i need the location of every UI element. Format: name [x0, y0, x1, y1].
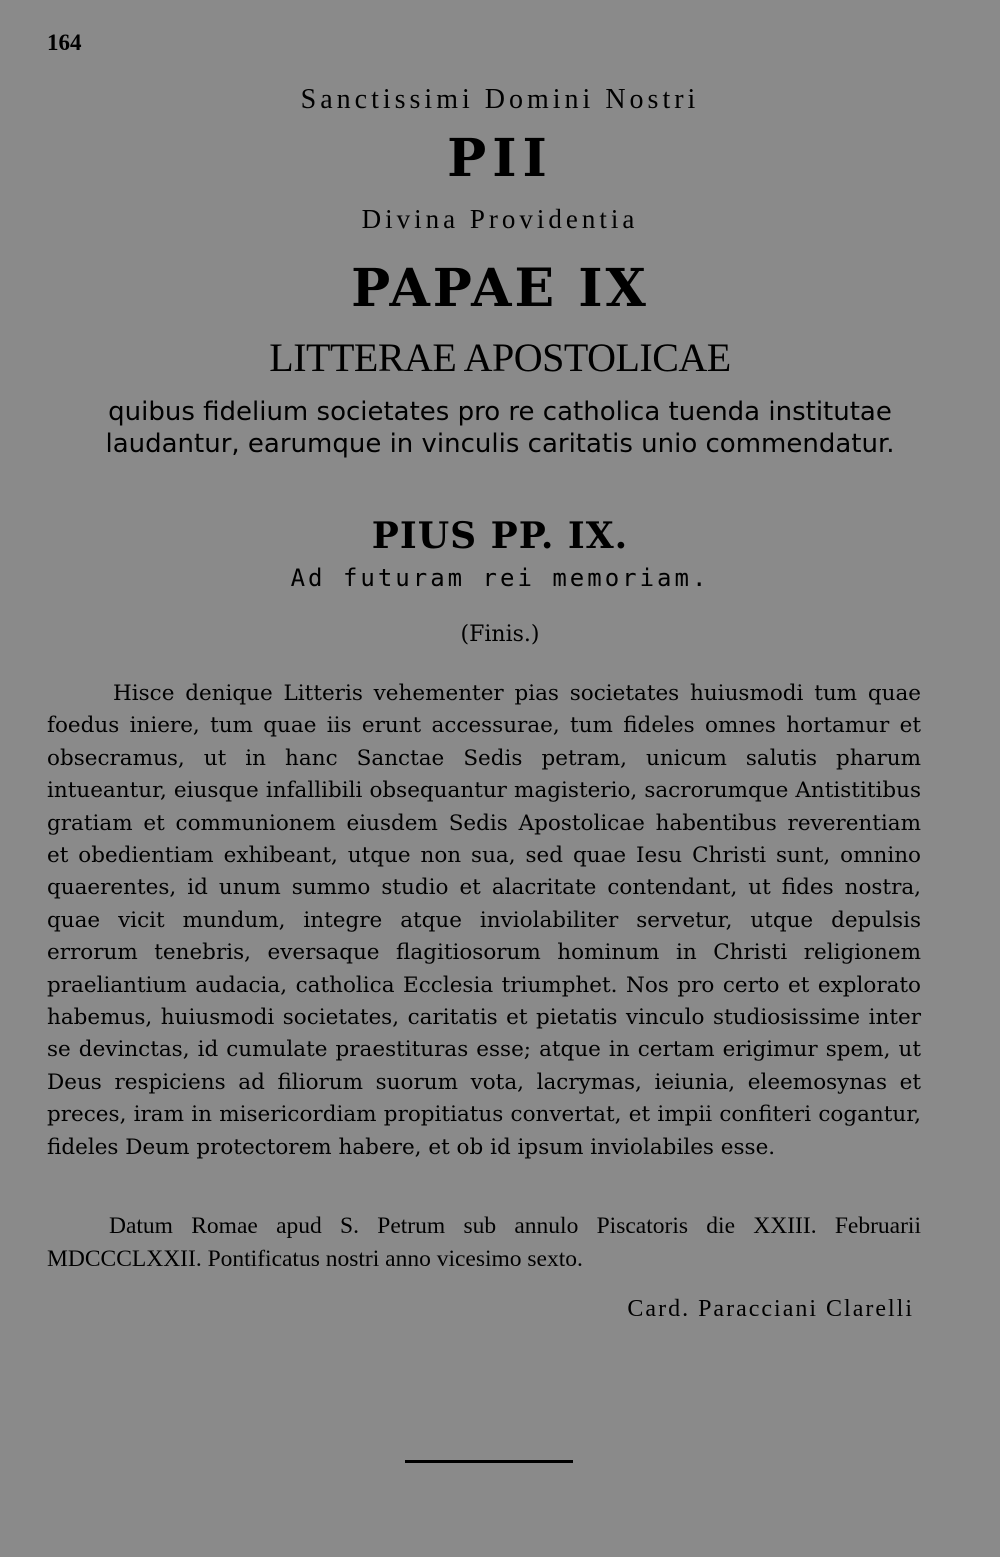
- ad-memoriam: Ad futuram rei memoriam.: [290, 564, 710, 592]
- heading-line-2: PII: [447, 128, 553, 189]
- heading-line-4: PAPAE IX: [351, 258, 649, 319]
- finis-note: (Finis.): [460, 622, 540, 647]
- body-paragraph: Hisce denique Litteris vehementer pias societates huiusmodi tum quae foedus iniere, tum quae iis erunt accessurae, tum fideles omnes hortamur et obsecramus, ut in hanc Sanctae Sedis petram, unicum salutis pharum intueantur, eiusque infallibili obsequantur magisterio, sacrorumque Antistitibus gratiam et communionem eiusdem Sedis Apostolicae habentibus reverentiam et obedientiam exhibeant, utque non sua, sed quae Iesu Christi sunt, omnino quaerentes, id unum summo studio et alacritate contendant, ut fides nostra, quae vicit mundum, integre atque inviolabiliter servetur, utque depulsis errorum tenebris, eversaque flagitiosorum hominum in Christi religionem praeliantium audacia, catholica Ecclesia triumphet. Nos pro certo et explorato habemus, huiusmodi societates, caritatis et pietatis vinculo studiosissime inter se devinctas, id cumulate praestituras esse; atque in certam erigimur spem, ut Deus respiciens ad filiorum suorum vota, lacrymas, ieiunia, eleemosynas et preces, iram in misericordiam propitiatus convertat, et impii confiteri cogantur, fideles Deum protectorem habere, et ob id ipsum inviolabiles esse.: [47, 681, 921, 1160]
- page-number: 164: [47, 30, 82, 55]
- pope-name: PIUS PP. IX.: [371, 515, 629, 557]
- heading-line-1: Sanctissimi Domini Nostri: [300, 84, 700, 115]
- signature: Card. Paracciani Clarelli: [627, 1296, 914, 1322]
- heading-line-3: Divina Providentia: [361, 204, 639, 234]
- document-title: LITTERAE APOSTOLICAE: [269, 335, 731, 380]
- closing-rule: [405, 1460, 573, 1463]
- datum-paragraph: Datum Romae apud S. Petrum sub annulo Piscatoris die XXIII. Februarii MDCCCLXXII. Pontificatus nostri anno vicesimo sexto.: [47, 1213, 921, 1272]
- document-subtitle: quibus fidelium societates pro re catholica tuenda institutae laudantur, earumque in vinculis caritatis unio commendatur.: [105, 397, 895, 459]
